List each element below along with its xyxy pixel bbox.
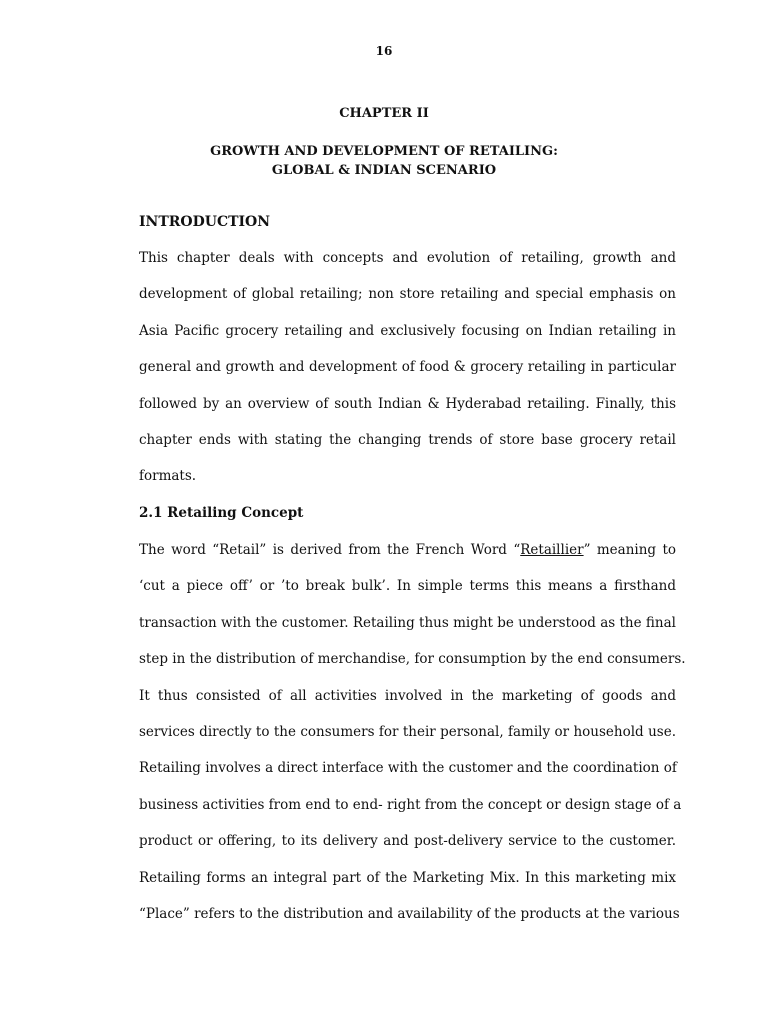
introduction-heading: INTRODUCTION bbox=[139, 214, 271, 230]
page-number: 16 bbox=[375, 44, 393, 58]
paragraph-line: It thus consisted of all activities involved in the marketing of goods and bbox=[139, 687, 676, 704]
paragraph-line: chapter ends with stating the changing trends of store base grocery retail bbox=[139, 431, 676, 448]
text-run: The word “Retail” is derived from the French Word “ bbox=[139, 542, 521, 558]
section-heading-retailing-concept: 2.1 Retailing Concept bbox=[139, 505, 304, 521]
chapter-heading: CHAPTER II bbox=[339, 106, 429, 121]
paragraph-line: “Place” refers to the distribution and availability of the products at the various bbox=[139, 905, 680, 922]
underlined-term: Retaillier bbox=[520, 542, 584, 558]
paragraph-line: This chapter deals with concepts and evolution of retailing, growth and bbox=[139, 250, 676, 266]
paragraph-line: services directly to the consumers for their personal, family or household use. bbox=[139, 723, 676, 740]
text-run: ” meaning to bbox=[583, 542, 676, 558]
paragraph-line: Retailing involves a direct interface with the customer and the coordination of bbox=[139, 760, 677, 777]
paragraph-line: Retailing forms an integral part of the Marketing Mix. In this marketing mix bbox=[139, 869, 676, 886]
paragraph-line: followed by an overview of south Indian & Hyderabad retailing. Finally, this bbox=[139, 395, 676, 412]
paragraph-line: general and growth and development of food & grocery retailing in particular bbox=[139, 359, 676, 376]
paragraph-line: formats. bbox=[139, 468, 197, 485]
introduction-paragraph bbox=[139, 248, 676, 503]
paragraph-line: product or offering, to its delivery and post-delivery service to the customer. bbox=[139, 833, 676, 850]
paragraph-line bbox=[139, 540, 676, 576]
paragraph-line: development of global retailing; non store retailing and special emphasis on bbox=[139, 286, 676, 303]
chapter-title bbox=[0, 142, 768, 180]
retailing-concept-paragraph bbox=[139, 540, 686, 940]
paragraph-line: ‘cut a piece off’ or ’to break bulk’. In simple terms this means a firsthand bbox=[139, 578, 676, 595]
paragraph-line: business activities from end to end- right from the concept or design stage of a bbox=[139, 796, 682, 813]
paragraph-line: Asia Pacific grocery retailing and exclusively focusing on Indian retailing in bbox=[139, 322, 676, 339]
paragraph-line: transaction with the customer. Retailing thus might be understood as the final bbox=[139, 614, 676, 631]
chapter-title-line-1: GROWTH AND DEVELOPMENT OF RETAILING: bbox=[210, 144, 558, 159]
chapter-title-line-2: GLOBAL & INDIAN SCENARIO bbox=[271, 163, 497, 178]
paragraph-line: step in the distribution of merchandise, for consumption by the end consumers. bbox=[139, 651, 686, 668]
